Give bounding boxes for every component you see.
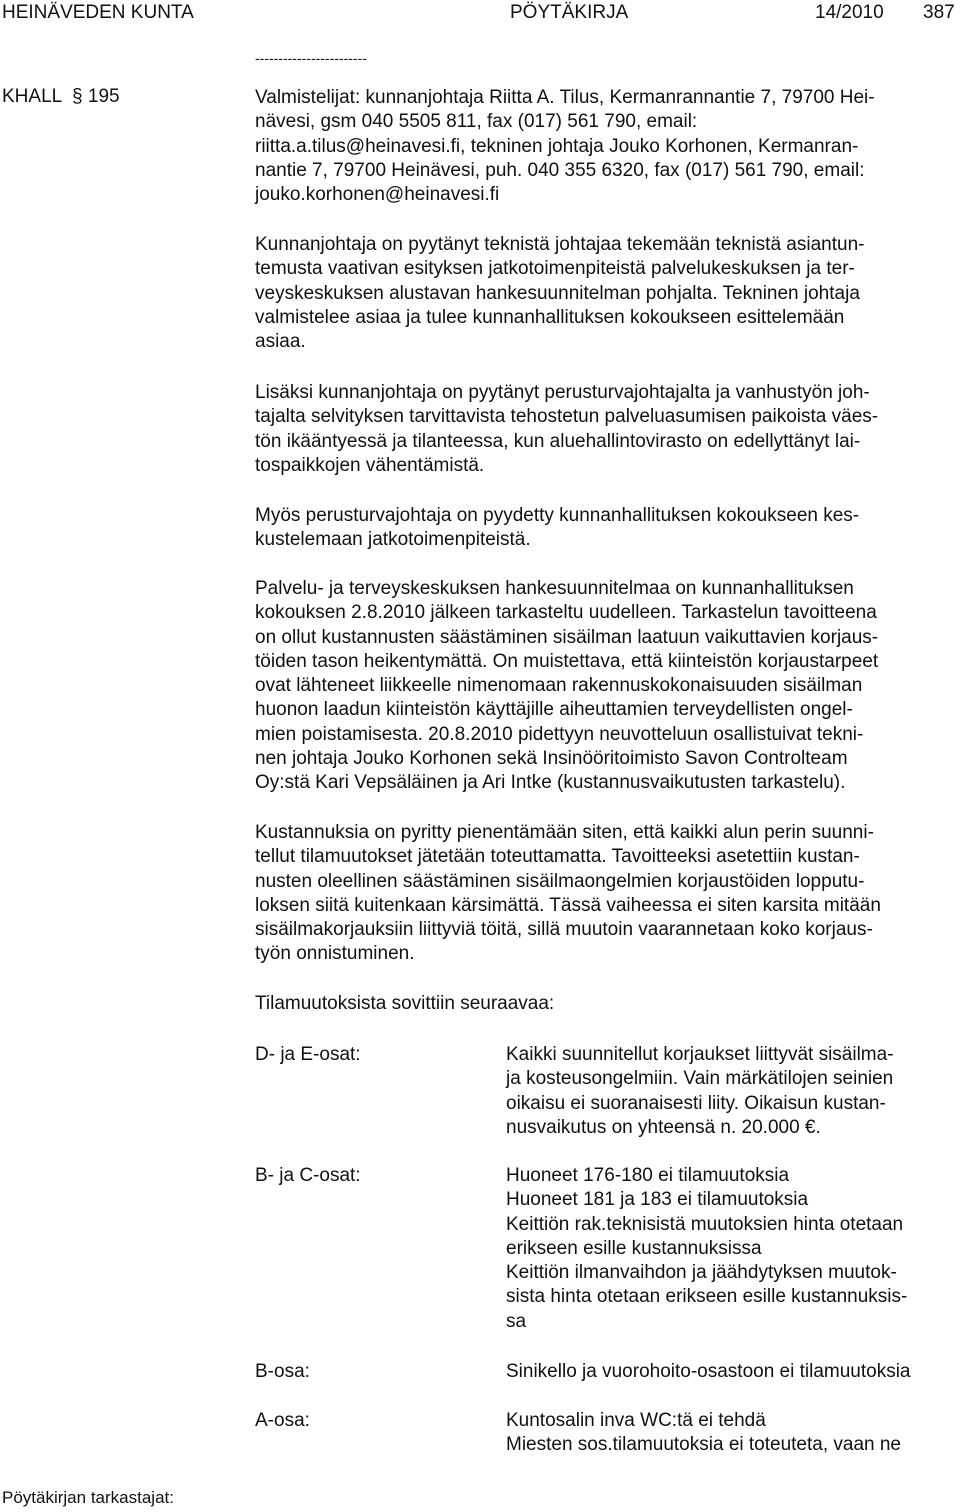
text-line: veyskeskuksen alustavan hankesuunnitelman pohjalta. Tekninen johtaja <box>255 282 860 304</box>
page-number: 387 <box>923 2 955 23</box>
text-line: ja kosteusongelmiin. Vain märkätilojen seinien <box>506 1068 894 1090</box>
text-line: temusta vaativan esityksen jatkotoimenpiteistä palvelukeskuksen ja ter- <box>255 258 855 280</box>
text-line: Myös perusturvajohtaja on pyydetty kunnanhallituksen kokoukseen kes- <box>255 505 860 526</box>
text-line: kokouksen 2.8.2010 jälkeen tarkasteltu uudelleen. Tarkastelun tavoitteena <box>255 602 877 624</box>
change-text-b <box>506 1360 960 1384</box>
text-line: on ollut kustannusten säästäminen sisäilman laatuun vaikuttavien korjaus- <box>255 626 879 648</box>
change-text-b-c <box>506 1164 960 1334</box>
text-line: sa <box>506 1310 527 1332</box>
separator-dashes: ------------------------ <box>255 50 367 66</box>
text-line: Kuntosalin inva WC:tä ei tehdä <box>506 1410 766 1431</box>
text-line: nusvaikutus on yhteensä n. 20.000 €. <box>506 1116 821 1138</box>
paragraph-cost-reduction <box>255 821 960 967</box>
change-label-a: A-osa: <box>255 1410 310 1431</box>
text-line: tellut tilamuutokset jätetään toteuttamatta. Tavoitteeksi asetettiin kustan- <box>255 846 860 868</box>
change-label-b: B-osa: <box>255 1361 310 1382</box>
text-line: tön ikääntyessä ja tilanteessa, kun aluehallintovirasto on edellyttänyt lai- <box>255 430 861 452</box>
text-line: Huoneet 181 ja 183 ei tilamuutoksia <box>506 1189 809 1211</box>
text-line: työn onnistuminen. <box>255 943 415 965</box>
text-line: Valmistelijat: kunnanjohtaja Riitta A. Tilus, Kermanrannantie 7, 79700 Hei- <box>255 87 875 108</box>
text-line: sista hinta otetaan erikseen esille kustannuksis- <box>506 1286 908 1308</box>
minutes-checkers-label: Pöytäkirjan tarkastajat: <box>2 1488 174 1507</box>
change-text-d-e <box>506 1043 960 1140</box>
paragraph-social-director <box>255 504 960 553</box>
paragraph-agreed-changes-intro <box>255 992 960 1016</box>
text-line: asiaa. <box>255 331 306 352</box>
document-number: 14/2010 <box>815 2 884 23</box>
text-line: Miesten sos.tilamuutoksia ei toteuteta, vaan ne <box>506 1434 902 1456</box>
text-line: riitta.a.tilus@heinavesi.fi, tekninen johtaja Jouko Korhonen, Kermanran- <box>255 135 859 157</box>
text-line: tospaikkojen vähentämistä. <box>255 454 485 476</box>
change-label-d-e: D- ja E-osat: <box>255 1044 361 1065</box>
text-line: mien poistamisesta. 20.8.2010 pidettyyn neuvotteluun osallistuivat tekni- <box>255 723 864 745</box>
section-label: KHALL § 195 <box>2 86 120 107</box>
text-line: nen johtaja Jouko Korhonen sekä Insinööritoimisto Savon Controlteam <box>255 747 848 769</box>
text-line: ovat lähteneet liikkeelle nimenomaan rakennuskokonaisuuden sisäilman <box>255 675 863 696</box>
text-line: kustelemaan jatkotoimenpiteistä. <box>255 529 531 551</box>
text-line: erikseen esille kustannuksissa <box>506 1237 762 1259</box>
change-text-a <box>506 1409 960 1458</box>
paragraph-elderly-care <box>255 381 960 478</box>
text-line: nävesi, gsm 040 5505 811, fax (017) 561 790, email: <box>255 111 698 133</box>
text-line: huonon laadun kiinteistön käyttäjille aiheuttamien terveydellisten ongel- <box>255 699 853 721</box>
text-line: tajalta selvityksen tarvittavista tehostetun palveluasumisen paikoista väes- <box>255 406 879 428</box>
text-line: Oy:stä Kari Vepsäläinen ja Ari Intke (kustannusvaikutusten tarkastelu). <box>255 772 846 793</box>
text-line: Tilamuutoksista sovittiin seuraavaa: <box>255 993 555 1014</box>
page-header <box>0 1 960 27</box>
text-line: jouko.korhonen@heinavesi.fi <box>255 184 500 205</box>
text-line: töiden tason heikentymättä. On muistettava, että kiinteistön korjaustarpeet <box>255 650 879 672</box>
text-line: Palvelu- ja terveyskeskuksen hankesuunnitelmaa on kunnanhallituksen <box>255 578 854 599</box>
text-line: Keittiön rak.teknisistä muutoksien hinta otetaan <box>506 1213 904 1235</box>
text-line: nusten oleellinen säästäminen sisäilmaongelmien korjaustöiden lopputu- <box>255 870 865 892</box>
text-line: Kaikki suunnitellut korjaukset liittyvät sisäilma- <box>506 1044 894 1065</box>
text-line: loksen siitä kuitenkaan kärsimättä. Tässä vaiheessa ei siten karsita mitään <box>255 894 881 916</box>
text-line: valmistelee asiaa ja tulee kunnanhallituksen kokoukseen esittelemään <box>255 306 845 328</box>
text-line: sisäilmakorjauksiin liittyviä töitä, sillä muutoin vaarannetaan koko korjaus- <box>255 919 873 940</box>
paragraph-project-review <box>255 577 960 795</box>
document-type: PÖYTÄKIRJA <box>510 2 629 23</box>
text-line: Huoneet 176-180 ei tilamuutoksia <box>506 1165 790 1186</box>
text-line: Sinikello ja vuorohoito-osastoon ei tilamuutoksia <box>506 1361 911 1382</box>
paragraph-preparers <box>255 86 960 207</box>
text-line: Kunnanjohtaja on pyytänyt teknistä johtajaa tekemään teknistä asiantun- <box>255 234 865 255</box>
text-line: Lisäksi kunnanjohtaja on pyytänyt perusturvajohtajalta ja vanhustyön joh- <box>255 382 870 403</box>
text-line: nantie 7, 79700 Heinävesi, puh. 040 355 6320, fax (017) 561 790, email: <box>255 159 865 181</box>
text-line: oikaisu ei suoranaisesti liity. Oikaisun kustan- <box>506 1092 886 1114</box>
municipality-name: HEINÄVEDEN KUNTA <box>2 2 194 23</box>
text-line: Kustannuksia on pyritty pienentämään siten, että kaikki alun perin suunni- <box>255 822 874 843</box>
paragraph-request-technical-director <box>255 233 960 354</box>
text-line: Keittiön ilmanvaihdon ja jäähdytyksen muutok- <box>506 1262 897 1283</box>
change-label-b-c: B- ja C-osat: <box>255 1165 361 1186</box>
